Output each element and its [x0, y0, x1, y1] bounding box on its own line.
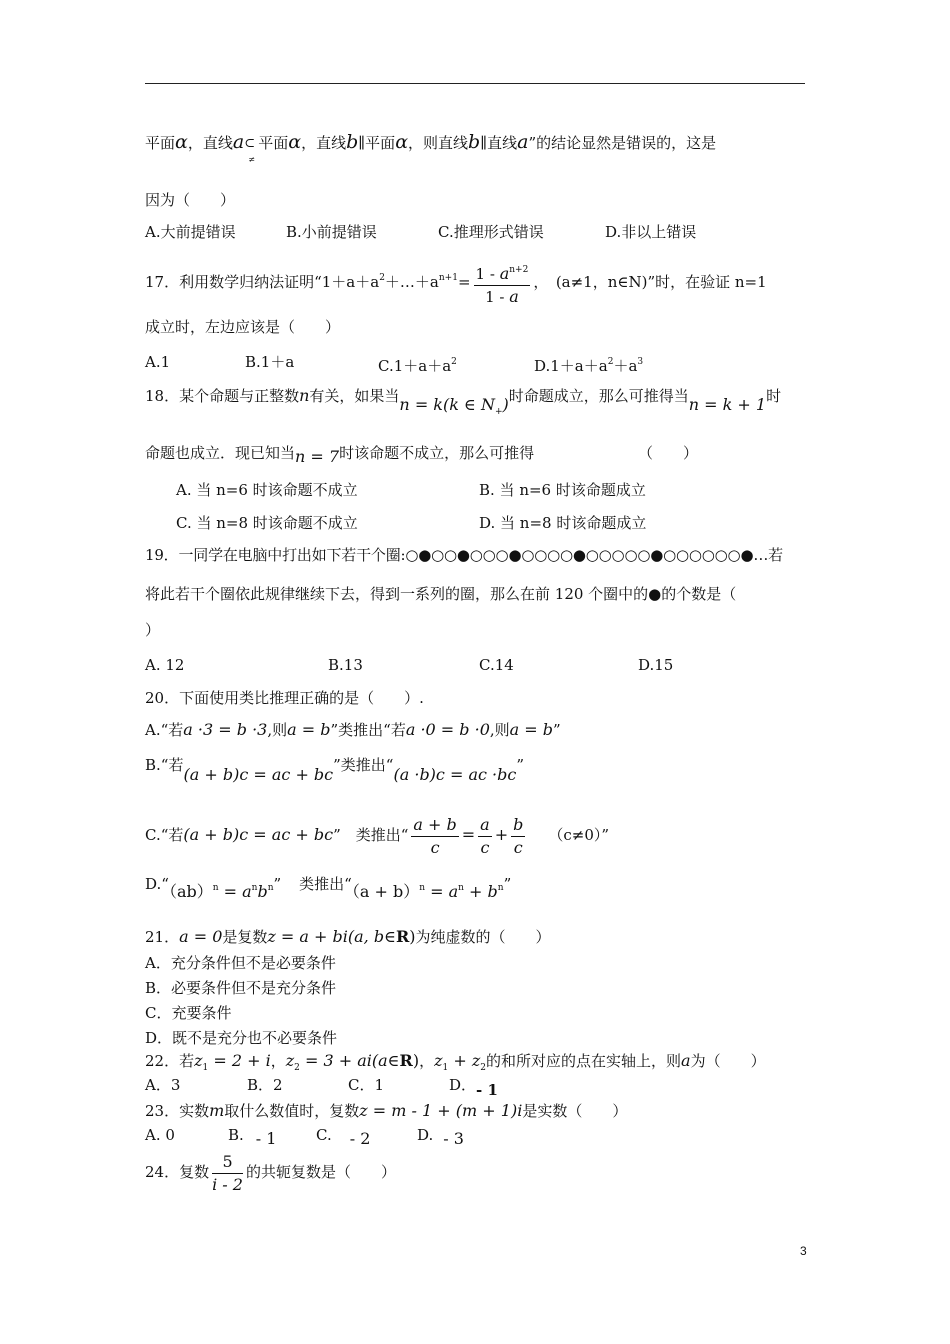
q18-option-d: D. 当 n=8 时该命题成立	[479, 514, 647, 532]
q18-option-c: C. 当 n=8 时该命题不成立	[176, 514, 358, 532]
q17-option-a: A.1	[145, 353, 171, 371]
q20-option-c: C.“若(a + b)c = ac + bc” 类推出“ $\frac{a + b}{c}$ = $\frac{a}{c}$ + $\frac{b}{c}$ （c≠0）”	[145, 814, 610, 857]
q17-option-b: B.1＋a	[245, 353, 295, 371]
q21-option-d: D．既不是充分也不必要条件	[145, 1029, 338, 1047]
q16-line-1: 平面α，直线a ⊂ ≠ 平面α，直线b∥平面α，则直线b∥直线a”的结论显然是错误的，这是	[145, 131, 717, 164]
q21-option-c: C．充要条件	[145, 1004, 232, 1022]
q16-option-c: C.推理形式错误	[438, 223, 544, 241]
q23-option-a: A. 0	[145, 1126, 175, 1144]
q19-option-d: D.15	[638, 656, 674, 674]
q20-c-fraction-2: $\frac{a}{c}$	[480, 814, 490, 857]
q20-c-fraction-1: $\frac{a + b}{c}$	[413, 814, 457, 857]
q23-stem: 23．实数m取什么数值时，复数z = m - 1 + (m + 1)i是实数（ ）	[145, 1101, 628, 1120]
q22-option-a: A．3	[145, 1076, 181, 1094]
q22-stem: 22．若$z_1 = 2 + i$，$z_2 = 3$ + ai(a∈R)，$z_1 + z_2$的和所对应的点在实轴上，则a为（ ）	[145, 1051, 766, 1073]
q24-stem: 24．复数 $\frac{5}{i - 2}$ 的共轭复数是（ ）	[145, 1151, 396, 1194]
q16-option-a: A.大前提错误	[145, 223, 236, 241]
q21-stem: 21．a = 0是复数z = a + bi(a, b∈R)为纯虚数的（ ）	[145, 927, 551, 946]
q17-fraction: $\frac{1 - a^{n+2}}{1 - a}$	[474, 261, 531, 306]
q21-option-b: B．必要条件但不是充分条件	[145, 979, 337, 997]
q20-c-fraction-3: $\frac{b}{c}$	[513, 814, 524, 857]
q17-option-c: $C.1+a+a^2$	[378, 357, 457, 375]
page-number: 3	[800, 1244, 807, 1258]
q17-line-2: 成立时，左边应该是（ ）	[145, 318, 341, 336]
q18-option-a: A. 当 n=6 时该命题不成立	[176, 481, 358, 499]
q17-option-d: $D.1+a+a^2+a^3$	[534, 357, 644, 375]
q20-option-b: B.“若(a + b)c = ac + bc”类推出“(a ·b)c = ac ·bc”	[145, 756, 525, 784]
q18-option-b: B. 当 n=6 时该命题成立	[479, 481, 646, 499]
q19-line-3: ）	[145, 621, 161, 639]
q20-option-d: D.“（ab）$^n$ = $a^nb^n$” 类推出“$(a + b)^n = a^n + b^n$”	[145, 875, 512, 901]
q18-line-2: 命题也成立．现已知当n = 7时该命题不成立，那么可推得	[145, 444, 535, 466]
q20-option-a: A.“若a ·3 = b ·3,则a = b”类推出“若a ·0 = b ·0,则a = b”	[145, 720, 561, 739]
q23-option-c: C. - 2	[316, 1126, 371, 1148]
q22-option-b: B．2	[247, 1076, 283, 1094]
q16-option-b: B.小前提错误	[286, 223, 377, 241]
q18-stem: 18．某个命题与正整数n有关，如果当n = k(k ∈ $N_+$)时命题成立，那么可推得当n = k + 1时	[145, 386, 782, 417]
q19-option-b: B.13	[328, 656, 363, 674]
q19-line-1: 19．一同学在电脑中打出如下若干个圈:○●○○●○○○●○○○○●○○○○○●○○○○○○●…若	[145, 546, 783, 564]
q19-option-c: C.14	[479, 656, 514, 674]
q22-option-c: C．1	[348, 1076, 385, 1094]
q24-fraction: $\frac{5}{i - 2}$	[212, 1151, 243, 1194]
q22-option-d: D．- 1	[449, 1076, 498, 1099]
q17-stem: 17．利用数学归纳法证明“$1+a+a^2+\dots+a^{n+1}=$ $\frac{1 - a^{n+2}}{1 - a}$ ， (a≠1，n∈N)”时，在验证 n=1	[145, 256, 767, 306]
header-rule	[145, 83, 805, 84]
q23-option-d: D. - 3	[417, 1126, 464, 1148]
q23-option-b: B. - 1	[228, 1126, 277, 1148]
q16-option-d: D.非以上错误	[605, 223, 697, 241]
q16-line-2: 因为（ ）	[145, 191, 236, 209]
q20-stem: 20．下面使用类比推理正确的是（ ）.	[145, 689, 424, 707]
q18-paren: （ ）	[638, 444, 699, 462]
q19-line-2: 将此若干个圈依此规律继续下去，得到一系列的圈，那么在前 120 个圈中的●的个数是（	[145, 585, 737, 603]
q19-option-a: A. 12	[145, 656, 185, 674]
q21-option-a: A．充分条件但不是必要条件	[145, 954, 336, 972]
